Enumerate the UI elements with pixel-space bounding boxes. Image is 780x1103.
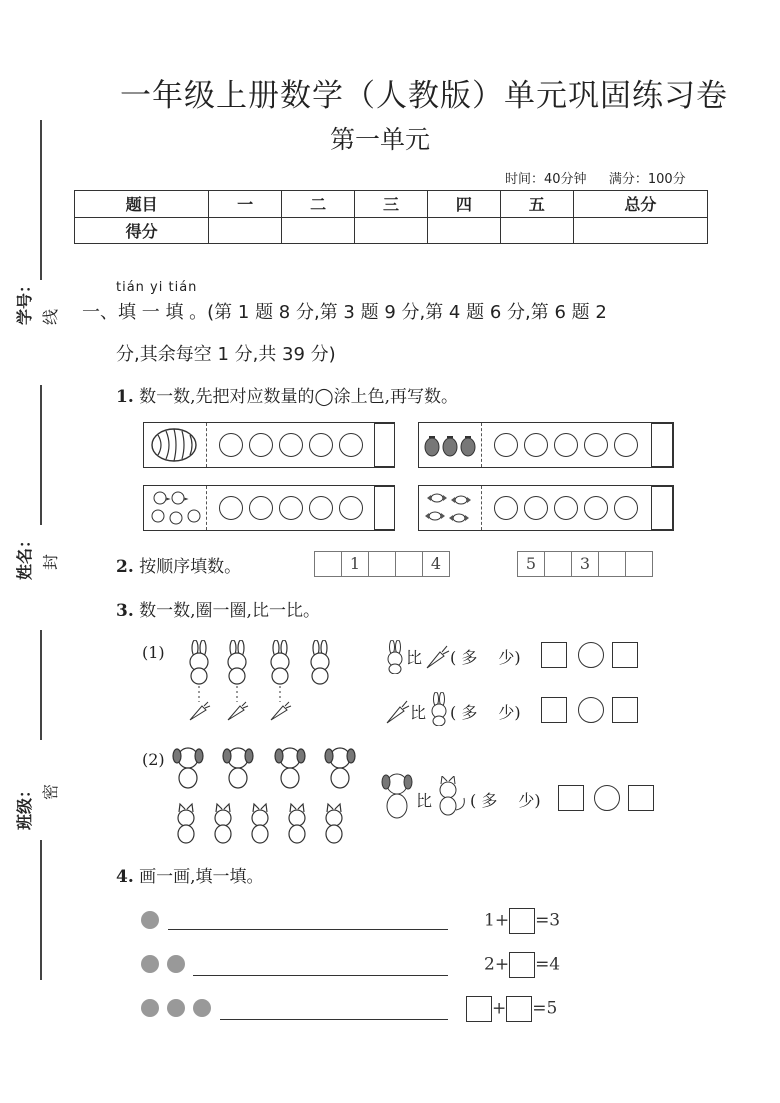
equation-part: =5 [532, 998, 558, 1019]
compare-word: 比 [416, 791, 433, 810]
student-id-label: 学号： [15, 276, 34, 325]
more-less-label: ( 多 少) [470, 791, 541, 810]
more-less-label: ( 多 少) [450, 703, 521, 722]
answer-box[interactable] [541, 697, 567, 723]
class-label: 班级： [15, 781, 34, 830]
carrot-icon [424, 640, 450, 670]
count-circle[interactable] [614, 496, 638, 520]
more-less-label: ( 多 少) [450, 648, 521, 667]
grey-dot [167, 999, 185, 1017]
count-circle[interactable] [309, 433, 333, 457]
question-number: 1. [116, 387, 134, 407]
grey-dot [141, 911, 159, 929]
count-panel [418, 422, 674, 468]
count-circle[interactable] [309, 496, 333, 520]
sequence-cell[interactable] [625, 551, 653, 577]
seal-label: 封 [41, 553, 60, 570]
draw-line[interactable] [193, 975, 448, 976]
equation-2 [484, 952, 560, 978]
score-header-cell: 三 [355, 191, 428, 218]
answer-box[interactable] [651, 423, 673, 467]
count-circle[interactable] [249, 433, 273, 457]
answer-box[interactable] [651, 486, 673, 530]
equation-part: =3 [535, 910, 561, 931]
score-header-cell: 题目 [75, 191, 209, 218]
answer-box[interactable] [506, 996, 532, 1022]
count-circle[interactable] [219, 496, 243, 520]
count-panel [418, 485, 674, 531]
count-circle[interactable] [249, 496, 273, 520]
count-circle[interactable] [524, 433, 548, 457]
compare-word: 比 [410, 703, 427, 722]
count-circle[interactable] [279, 496, 303, 520]
dog-icon [380, 772, 414, 820]
answer-box[interactable] [374, 423, 395, 467]
score-input-cell[interactable] [282, 217, 355, 244]
count-circle[interactable] [494, 433, 518, 457]
score-header-cell: 一 [209, 191, 282, 218]
question-number: 3. [116, 601, 134, 621]
sequence-cell[interactable] [598, 551, 626, 577]
question-3 [116, 596, 320, 621]
exam-full-score: 满分：100分 [608, 172, 686, 187]
count-circle[interactable] [494, 496, 518, 520]
score-input-cell[interactable] [573, 217, 707, 244]
rabbit-icon [428, 692, 450, 726]
binding-line [40, 120, 42, 280]
candy-icon [423, 490, 479, 528]
compare-circle[interactable] [594, 785, 620, 811]
grey-dot [141, 999, 159, 1017]
question-number: 4. [116, 867, 134, 887]
cat-icon [434, 776, 468, 818]
answer-box[interactable] [509, 952, 535, 978]
count-panel [143, 422, 395, 468]
count-circle[interactable] [554, 496, 578, 520]
watermelon-icon [150, 427, 198, 463]
score-header-cell: 总分 [573, 191, 707, 218]
answer-box[interactable] [541, 642, 567, 668]
divider [481, 486, 482, 530]
equation-part: 2+ [484, 954, 510, 975]
answer-box[interactable] [374, 486, 395, 530]
count-circle[interactable] [584, 496, 608, 520]
score-input-cell[interactable] [500, 217, 573, 244]
compare-circle[interactable] [578, 697, 604, 723]
sequence-cell: 4 [422, 551, 450, 577]
answer-box[interactable] [509, 908, 535, 934]
divider [206, 486, 207, 530]
score-input-cell[interactable] [209, 217, 282, 244]
question-text: 按顺序填数。 [139, 557, 242, 577]
count-circle[interactable] [524, 496, 548, 520]
count-circle[interactable] [614, 433, 638, 457]
score-header-cell: 四 [427, 191, 500, 218]
sequence-cell[interactable] [368, 551, 396, 577]
unit-subtitle: 第一单元 [330, 125, 431, 154]
count-circle[interactable] [339, 496, 363, 520]
count-circle[interactable] [339, 433, 363, 457]
sequence-cell[interactable] [314, 551, 342, 577]
draw-line[interactable] [220, 1019, 448, 1020]
count-circle[interactable] [584, 433, 608, 457]
answer-box[interactable] [466, 996, 492, 1022]
count-circle[interactable] [554, 433, 578, 457]
rabbit-icon [384, 640, 406, 674]
part-label: (2) [142, 750, 165, 769]
grey-dot [193, 999, 211, 1017]
sequence-cell: 1 [341, 551, 369, 577]
binding-line [40, 385, 42, 525]
equation-3 [466, 996, 557, 1022]
cut-line-label: 线 [41, 308, 60, 325]
section-heading: 一、填 一 填 。(第 1 题 8 分,第 3 题 9 分,第 4 题 6 分,第 6 题 2 [82, 302, 607, 323]
answer-box[interactable] [558, 785, 584, 811]
eggplant-icon [423, 431, 479, 459]
equation-1 [484, 908, 560, 934]
count-panel [143, 485, 395, 531]
chick-icon [148, 488, 204, 528]
question-text: 数一数,圈一圈,比一比。 [139, 601, 320, 621]
score-input-cell[interactable] [427, 217, 500, 244]
carrot-icon [384, 695, 410, 725]
score-header-cell: 二 [282, 191, 355, 218]
answer-box[interactable] [628, 785, 654, 811]
rabbit-carrot-icon [178, 640, 348, 725]
answer-box[interactable] [612, 697, 638, 723]
count-circle[interactable] [279, 433, 303, 457]
section-heading-cont: 分,其余每空 1 分,共 39 分) [116, 344, 336, 365]
secret-label: 密 [41, 783, 60, 800]
grey-dot [167, 955, 185, 973]
score-input-cell[interactable] [355, 217, 428, 244]
count-circle[interactable] [219, 433, 243, 457]
answer-box[interactable] [612, 642, 638, 668]
sequence-cell: 5 [517, 551, 545, 577]
part-label: (1) [142, 643, 165, 662]
sequence-cell[interactable] [544, 551, 572, 577]
grey-dot [141, 955, 159, 973]
binding-line [40, 630, 42, 740]
compare-circle[interactable] [578, 642, 604, 668]
equation-part: 1+ [484, 910, 510, 931]
compare-word: 比 [406, 648, 423, 667]
divider [481, 423, 482, 467]
equation-part: + [492, 998, 507, 1019]
sequence-cell[interactable] [395, 551, 423, 577]
page-title: 一年级上册数学（人教版）单元巩固练习卷 [120, 78, 728, 114]
name-label: 姓名： [15, 531, 34, 580]
dog-cat-icon [172, 746, 362, 846]
question-4 [116, 862, 264, 887]
question-text: 画一画,填一填。 [139, 867, 264, 887]
exam-meta [505, 168, 686, 187]
question-text: 数一数,先把对应数量的◯涂上色,再写数。 [139, 387, 458, 407]
score-header-cell: 五 [500, 191, 573, 218]
draw-line[interactable] [168, 929, 448, 930]
binding-line [40, 840, 42, 980]
question-number: 2. [116, 557, 134, 577]
score-table [74, 190, 708, 244]
question-2 [116, 552, 241, 577]
exam-time: 时间：40分钟 [505, 172, 587, 187]
divider [206, 423, 207, 467]
equation-part: =4 [535, 954, 561, 975]
sequence-cell: 3 [571, 551, 599, 577]
question-1 [116, 382, 458, 407]
score-row-label: 得分 [75, 217, 209, 244]
pinyin-hint: tián yi tián [116, 280, 198, 295]
